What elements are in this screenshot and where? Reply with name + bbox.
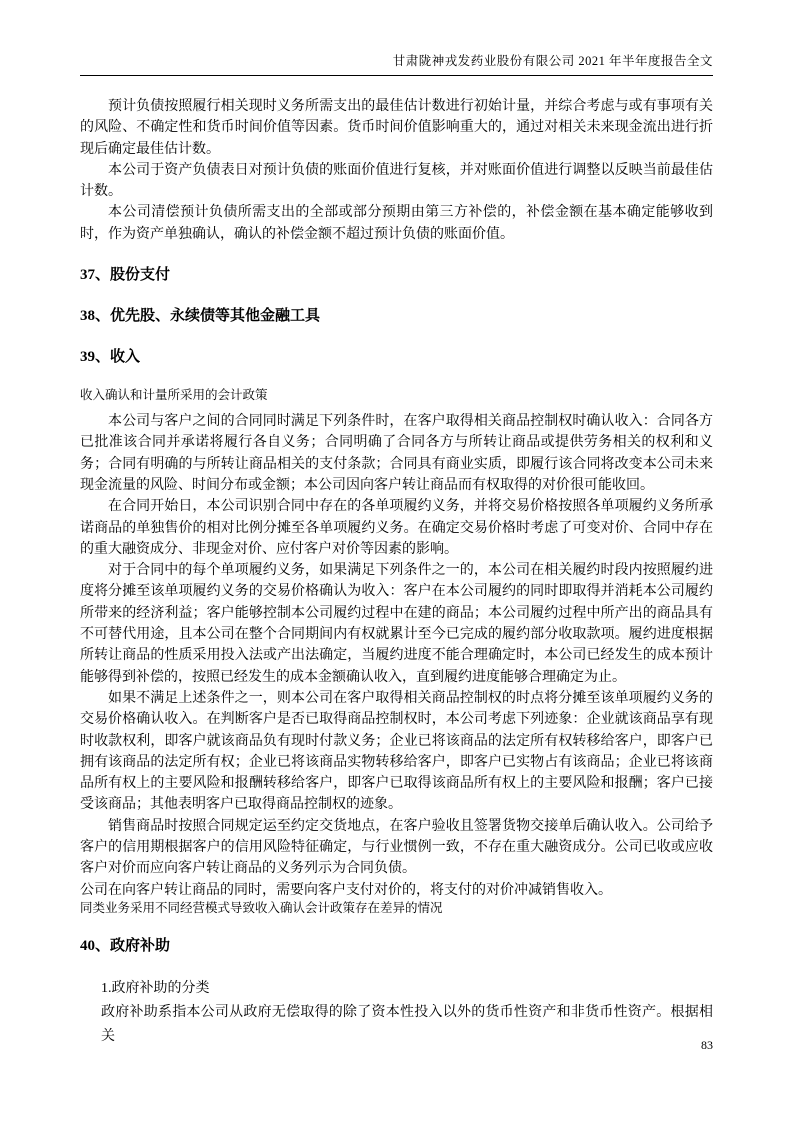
page-header <box>80 0 713 76</box>
para-government-grant-classification-title: 1.政府补助的分类 <box>101 980 210 996</box>
para-third-party-compensation: 本公司清偿预计负债所需支出的全部或部分预期由第三方补偿的，补偿金额在基本确定能够收到时，作为资产单独确认，确认的补偿金额不超过预计负债的账面价值。 <box>80 205 713 242</box>
page-content <box>80 96 713 1049</box>
para-performance-obligation-over-time: 对于合同中的每个单项履约义务，如果满足下列条件之一的，本公司在相关履约时段内按照履约进度将分摊至该单项履约义务的交易价格确认为收入：客户在本公司履约的同时即取得并消耗本公司履约所带来的经济利益；客户能够控制本公司履约过程中在建的商品；本公司履约过程中所产出的商品具有不可替代用途，且本公司在整个合同期间内有权就累计至今已完成的履约部分收取款项。履约进度根据所转让商品的性质采用投入法或产出法确定，当履约进度不能合理确定时，本公司已经发生的成本预计能够得到补偿的，按照已经发生的成本金额确认收入，直到履约进度能够合理确定为止。 <box>80 563 713 685</box>
para-estimated-liabilities-initial-measurement: 预计负债按照履行相关现时义务所需支出的最佳估计数进行初始计量，并综合考虑与或有事项有关的风险、不确定性和货币时间价值等因素。货币时间价值影响重大的，通过对相关未来现金流出进行折现后确定最佳估计数。 <box>80 99 713 157</box>
subnote-different-business-models: 同类业务采用不同经营模式导致收入确认会计政策存在差异的情况 <box>80 900 443 915</box>
heading-40-government-grants: 40、政府补助 <box>80 937 171 954</box>
para-goods-delivery-revenue: 销售商品时按照合同规定运至约定交货地点，在客户验收且签署货物交接单后确认收入。公司给予客户的信用期根据客户的信用风险特征确定，与行业惯例一致，不存在重大融资成分。公司已收或应收客户对价而应向客户转让商品的义务列示为合同负债。 <box>80 818 713 877</box>
heading-38-preferred-shares-perpetual-bonds: 38、优先股、永续债等其他金融工具 <box>80 308 321 325</box>
page-number: 83 <box>701 1038 713 1052</box>
para-balance-sheet-date-review: 本公司于资产负债表日对预计负债的账面价值进行复核，并对账面价值进行调整以反映当前最佳估计数。 <box>80 162 713 200</box>
para-contract-start-date-obligations: 在合同开始日，本公司识别合同中存在的各单项履约义务，并将交易价格按照各单项履约义务所承诺商品的单独售价的相对比例分摊至各单项履约义务。在确定交易价格时考虑了可变对价、合同中存在的重大融资成分、非现金对价、应付客户对价等因素的影响。 <box>80 499 713 557</box>
para-consideration-payable-to-customer: 公司在向客户转让商品的同时，需要向客户支付对价的，将支付的对价冲减销售收入。 <box>80 882 612 898</box>
para-government-grant-definition: 政府补助系指本公司从政府无偿取得的除了资本性投入以外的货币性资产和非货币性资产。根据相关 <box>101 1004 713 1044</box>
para-contract-revenue-conditions: 本公司与客户之间的合同同时满足下列条件时，在客户取得相关商品控制权时确认收入：合同各方已批准该合同并承诺将履行各自义务；合同明确了合同各方与所转让商品或提供劳务相关的权利和义务；合同有明确的与所转让商品相关的支付条款；合同具有商业实质，即履行该合同将改变本公司未来现金流量的风险、时间分布或金额；本公司因向客户转让商品而有权取得的对价很可能收回。 <box>80 414 713 493</box>
para-point-in-time-recognition: 如果不满足上述条件之一，则本公司在客户取得相关商品控制权的时点将分摊至该单项履约义务的交易价格确认收入。在判断客户是否已取得商品控制权时，本公司考虑下列迹象：企业就该商品享有现时收款权利，即客户就该商品负有现时付款义务；企业已将该商品的法定所有权转移给客户，即客户已拥有该商品的法定所有权；企业已将该商品实物转移给客户，即客户已实物占有该商品；企业已将该商品所有权上的主要风险和报酬转移给客户，即客户已取得该商品所有权上的主要风险和报酬；客户已接受该商品；其他表明客户已取得商品控制权的迹象。 <box>80 690 713 813</box>
heading-39-revenue: 39、收入 <box>80 349 141 366</box>
heading-37-share-based-payment: 37、股份支付 <box>80 267 171 284</box>
report-header-title: 甘肃陇神戎发药业股份有限公司 2021 年半年度报告全文 <box>80 53 713 76</box>
subnote-revenue-recognition-policy: 收入确认和计量所采用的会计政策 <box>80 388 268 403</box>
